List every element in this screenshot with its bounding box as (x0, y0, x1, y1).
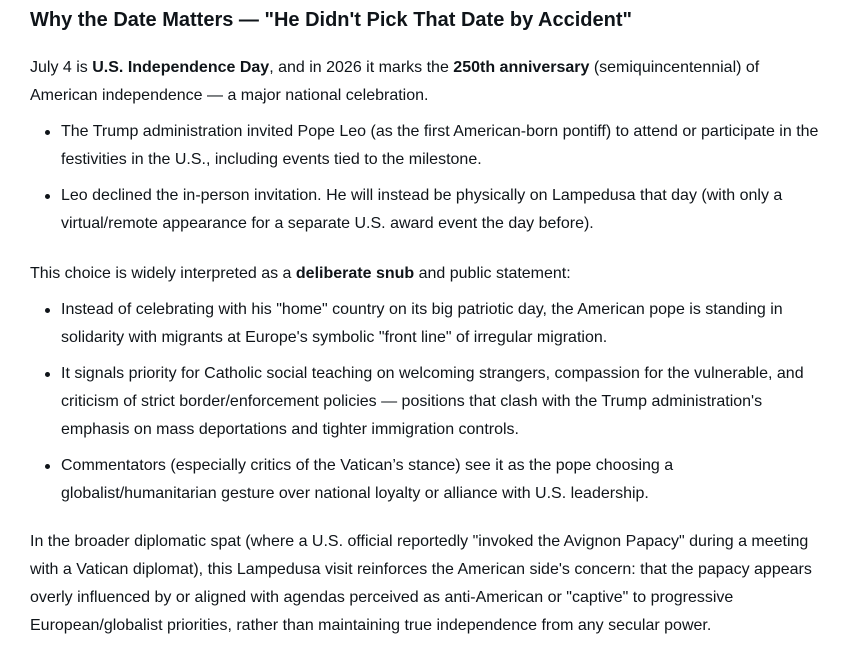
intro-bold-250th: 250th anniversary (453, 59, 590, 76)
intro-text-1: July 4 is (30, 59, 93, 76)
invitation-list (30, 118, 830, 238)
choice-text-2: and public statement: (414, 265, 571, 282)
list-item: Commentators (especially critics of the Vatican’s stance) see it as the pope choosing a globalist/humanitarian gesture over national loyalty or alliance with U.S. leadership. (61, 452, 830, 508)
list-item: Instead of celebrating with his "home" country on its big patriotic day, the American pope is standing in solidarity with migrants at Europe's symbolic "front line" of irregular migration. (61, 296, 830, 352)
intro-text-2: , and in 2026 it marks the (269, 59, 454, 76)
choice-text-1: This choice is widely interpreted as a (30, 265, 296, 282)
intro-bold-independence-day: U.S. Independence Day (92, 59, 270, 76)
intro-paragraph (30, 54, 830, 110)
choice-paragraph (30, 260, 830, 288)
choice-bold-snub: deliberate snub (295, 265, 415, 282)
section-heading: Why the Date Matters — "He Didn't Pick That Date by Accident" (30, 9, 632, 31)
list-item: Leo declined the in-person invitation. He will instead be physically on Lampedusa that day (with only a virtual/remote appearance for a separate U.S. award event the day before). (61, 182, 830, 238)
intro-text-3: (semiquincentennial) of American independence — a major national celebration. (30, 59, 760, 104)
list-item: The Trump administration invited Pope Leo (as the first American-born pontiff) to attend or participate in the festivities in the U.S., including events tied to the milestone. (61, 118, 830, 174)
closing-paragraph: In the broader diplomatic spat (where a U.S. official reportedly "invoked the Avignon Papacy" during a meeting with a Vatican diplomat), this Lampedusa visit reinforces the American side's concern: that the papacy appears overly influenced by or aligned with agendas perceived as anti-American or "captive" to progressive European/globalist priorities, rather than maintaining true independence from any secular power. (30, 533, 812, 634)
list-item: It signals priority for Catholic social teaching on welcoming strangers, compassion for the vulnerable, and criticism of strict border/enforcement policies — positions that clash with the Trump administration's emphasis on mass deportations and tighter immigration controls. (61, 360, 830, 444)
interpretation-list (30, 296, 830, 508)
